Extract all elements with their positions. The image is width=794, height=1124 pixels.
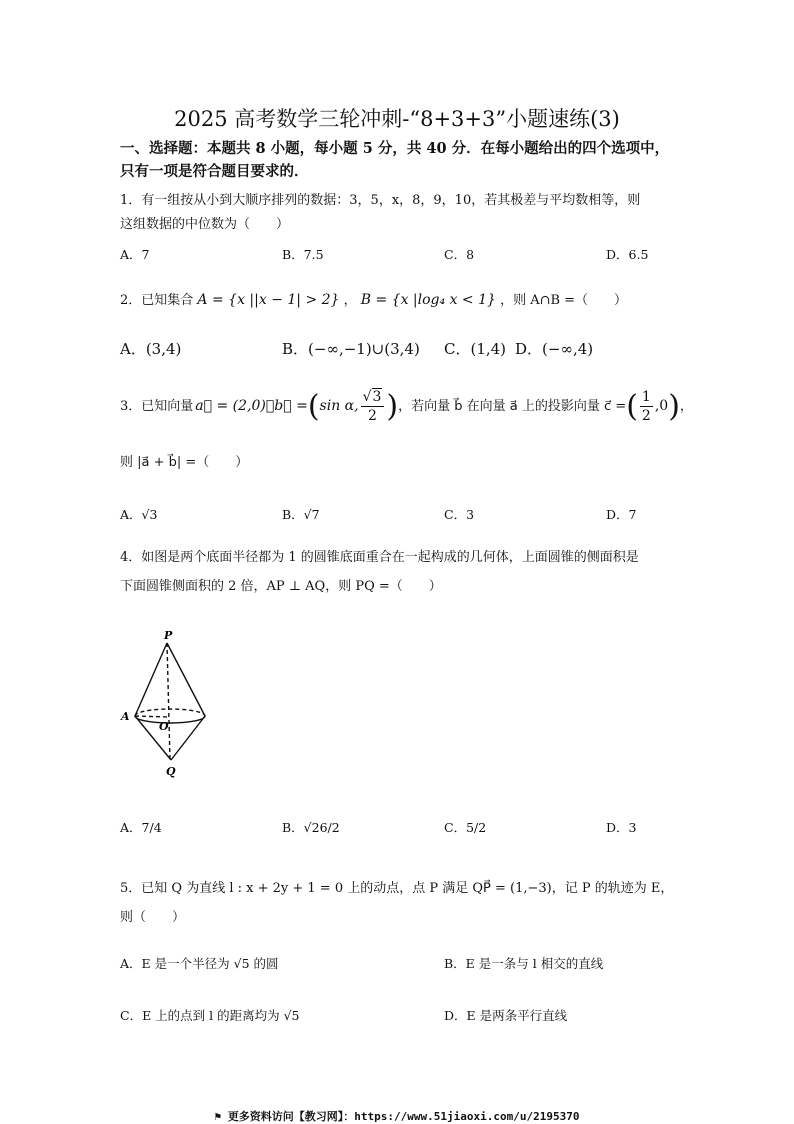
q3-frac-1-2: $\frac{1}{2}$: [641, 389, 651, 424]
q3-option-a: A．√3: [120, 507, 158, 522]
base-ellipse-back: [135, 709, 205, 716]
q2-option-d: D．(−∞,4): [515, 340, 594, 358]
q4-option-c: C．5/2: [444, 820, 487, 835]
q4-line1: 4．如图是两个底面半径都为 1 的圆锥底面重合在一起构成的几何体，上面圆锥的侧面积是: [120, 550, 639, 565]
q2-line: 2．已知集合 A = {x ||x − 1| > 2} ， B = {x |log₄ x < 1} ，则 A∩B =（ ）: [120, 292, 628, 308]
label-q: Q: [166, 765, 176, 778]
section-header: 一、选择题：本题共 8 小题，每小题 5 分，共 40 分．在每小题给出的四个选项中，只有一项是符合题目要求的．: [120, 140, 670, 180]
q4-line2: 下面圆锥侧面积的 2 倍，AP ⊥ AQ，则 PQ =（ ）: [120, 579, 442, 594]
flag-icon: ⚑: [214, 1110, 228, 1123]
q3-option-d: D．7: [606, 507, 637, 522]
footer-link[interactable]: [0, 1108, 794, 1124]
q3-line1: 3．已知向量 a⃗ = (2,0) ，b⃗ = ( sin α, $\frac{√3}{2}$ ) ，若向量 b⃗ 在向量 a⃗ 上的投影向量 c⃗ = ( $\frac{1}{2}$ ,0 ) ，: [120, 388, 693, 424]
q4-option-a: A．7/4: [120, 820, 162, 835]
q1-option-c: C．8: [444, 247, 475, 262]
axis-pq: [167, 643, 170, 760]
q4-option-b: B．√26/2: [282, 820, 340, 835]
q2-option-b: B．(−∞,−1)∪(3,4): [282, 340, 420, 358]
q5-option-c: C．E 上的点到 l 的距离均为 √5: [120, 1008, 300, 1023]
cone-edge-pa: [135, 643, 167, 716]
q1-line2: 这组数据的中位数为（ ）: [120, 217, 290, 232]
q3-line2: 则 |a⃗ + b⃗| =（ ）: [120, 455, 249, 470]
q5-option-b: B．E 是一条与 l 相交的直线: [444, 956, 604, 971]
double-cone-figure: [115, 625, 225, 780]
label-a: A: [121, 710, 130, 723]
q4-option-d: D．3: [606, 820, 637, 835]
q1-option-a: A．7: [120, 247, 150, 262]
q3-option-c: C．3: [444, 507, 475, 522]
q2-suffix: ，则 A∩B =（ ）: [500, 293, 628, 308]
q3-option-b: B．√7: [282, 507, 320, 522]
q5-line2: 则（ ）: [120, 910, 186, 925]
q3-vec-b-label: ，b⃗ =: [265, 398, 308, 414]
q3-vec-a: a⃗ = (2,0): [195, 398, 266, 414]
q3-mid: ，若向量 b⃗ 在向量 a⃗ 上的投影向量 c⃗ =: [398, 399, 627, 414]
q2-prefix: 2．已知集合: [120, 293, 194, 308]
q2-set-a: A = {x ||x − 1| > 2}: [197, 292, 340, 308]
label-p: P: [164, 629, 173, 642]
q5-option-d: D．E 是两条平行直线: [444, 1008, 568, 1023]
cone-edge-pb: [167, 643, 205, 716]
q1-option-b: B．7.5: [282, 247, 324, 262]
q2-set-b: B = {x |log₄ x < 1}: [360, 292, 496, 308]
label-o: O: [159, 720, 169, 733]
base-ellipse-front: [135, 716, 205, 723]
q5-line1: 5．已知 Q 为直线 l : x + 2y + 1 = 0 上的动点，点 P 满足 QP⃗ = (1,−3)，记 P 的轨迹为 E，: [120, 881, 674, 896]
q3-frac-sqrt3-2: $\frac{√3}{2}$: [361, 390, 385, 423]
q1-option-d: D．6.5: [606, 247, 649, 262]
q1-line1: 1．有一组按从小到大顺序排列的数据：3，5，x，8，9，10，若其极差与平均数相等，则: [120, 193, 641, 208]
q3-prefix: 3．已知向量: [120, 399, 194, 414]
footer-text: 更多资料访问【教习网】：https://www.51jiaoxi.com/u/2195370: [227, 1110, 580, 1123]
q2-option-c: C．(1,4): [444, 340, 507, 358]
q5-option-a: A．E 是一个半径为 √5 的圆: [120, 956, 279, 971]
radius-ao: [135, 716, 169, 717]
page-title: 2025 高考数学三轮冲刺-“8+3+3”小题速练(3): [174, 107, 620, 131]
q2-option-a: A．(3,4): [120, 340, 182, 358]
